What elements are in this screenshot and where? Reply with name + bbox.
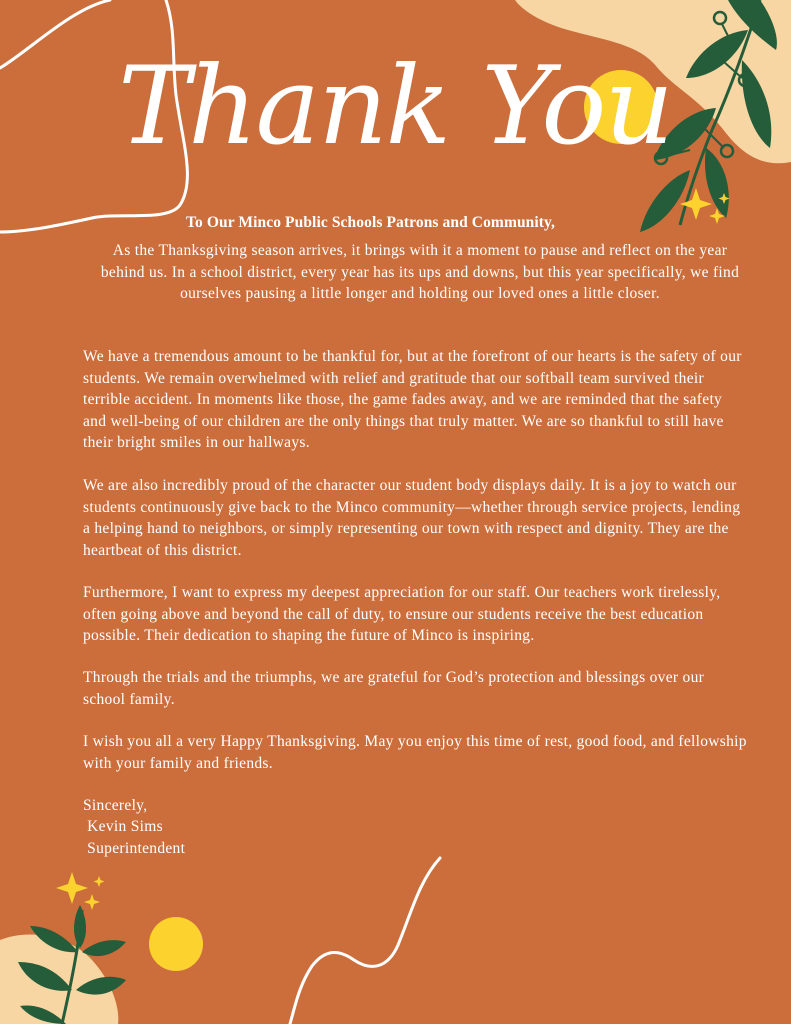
title-heading [0,18,791,208]
signer-title: Superintendent [83,840,186,857]
title-text: Thank You [118,44,672,169]
body-paragraph: Furthermore, I want to express my deepest appreciation for our staff. Our teachers work tirelessly, often going above and beyond the call of duty, to ensure our students receive the best education possible. Their dedication to shaping the future of Minco is inspiring. [83,584,721,645]
signer-name: Kevin Sims [83,818,163,835]
letter-greeting: To Our Minco Public Schools Patrons and Community, [186,214,556,231]
sparkle-icon [56,872,105,910]
body-paragraph: We are also incredibly proud of the character our student body displays daily. It is a joy to watch our students continuously give back to the Minco community—whether through service projects, lending a helping hand to neighbors, or simply representing our town with respect and dignity. They are the heartbeat of this district. [83,477,741,559]
sun-circle-icon [149,917,203,971]
closing: Sincerely, [83,797,148,814]
body-paragraph: We have a tremendous amount to be thankful for, but at the forefront of our hearts is the safety of our students. We remain overwhelmed with relief and gratitude that our softball team survived their terrible accident. In moments like those, the game fades away, and we are reminded that the safety and well-being of our children are the only things that truly matter. We are so thankful to still have their bright smiles in our hallways. [83,348,742,452]
wavy-line-icon [290,858,440,1024]
body-paragraph: Through the trials and the triumphs, we are grateful for God’s protection and blessings over our school family. [83,669,705,708]
body-paragraph: I wish you all a very Happy Thanksgiving. May you enjoy this time of rest, good food, and fellowship with your family and friends. [83,733,747,772]
intro-paragraph: As the Thanksgiving season arrives, it brings with it a moment to pause and reflect on the year behind us. In a school district, every year has its ups and downs, but this year specifically, we find ourselves pausing a little longer and holding our loved ones a little closer. [100,242,740,303]
